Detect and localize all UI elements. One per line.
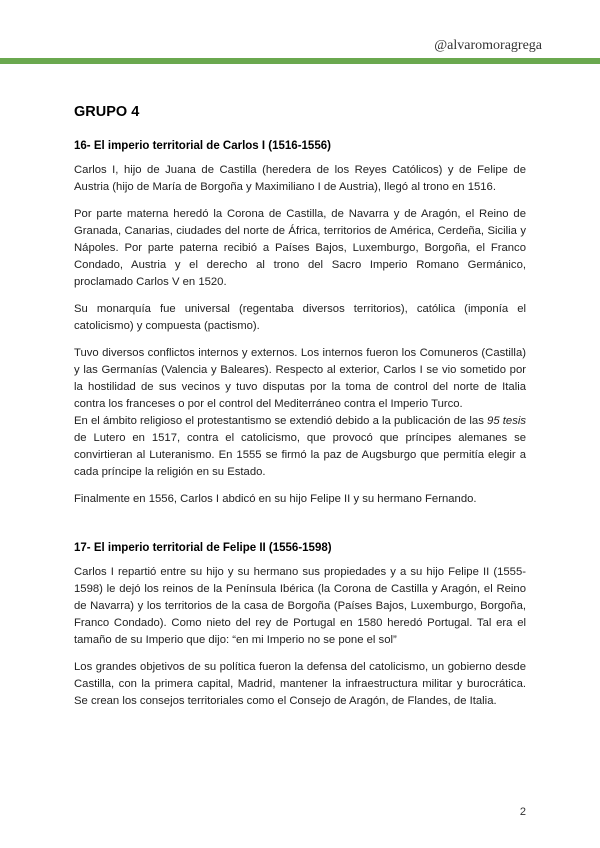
paragraph-text: En el ámbito religioso el protestantismo se extendió debido a la publicación de las xyxy=(74,415,488,427)
page-number: 2 xyxy=(519,806,526,818)
paragraph: Los grandes objetivos de su política fueron la defensa del catolicismo, un gobierno desde Castilla, con la primera capital, Madrid, mantener la infraestructura militar y burocrática. Se crean los consejos territoriales como el Consejo de Aragón, de Flandes, de Italia. xyxy=(74,661,526,707)
paragraph: Su monarquía fue universal (regentaba diversos territorios), católica (imponía el catolicismo) y compuesta (pactismo). xyxy=(74,303,526,332)
paragraph: Finalmente en 1556, Carlos I abdicó en su hijo Felipe II y su hermano Fernando. xyxy=(74,493,477,505)
header-accent-bar xyxy=(0,58,600,64)
section-felipe-ii xyxy=(74,542,526,710)
section-carlos-i xyxy=(74,140,526,508)
italic-title: 95 tesis xyxy=(487,415,526,427)
paragraph: Tuvo diversos conflictos internos y externos. Los internos fueron los Comuneros (Castilla) y las Germanías (Valencia y Baleares). Respecto al exterior, Carlos I se vio sometido por la hostilidad de sus vecinos y tuvo disputas por la toma de control del norte de Italia contra los franceses o por el control del Mediterráneo contra el Imperio Turco. xyxy=(74,347,526,410)
author-handle: @alvaromoragrega xyxy=(434,38,542,53)
section-title: 17- El imperio territorial de Felipe II (1556-1598) xyxy=(74,542,332,554)
group-title: GRUPO 4 xyxy=(74,104,140,120)
document-body xyxy=(74,104,526,720)
paragraph: Por parte materna heredó la Corona de Castilla, de Navarra y de Aragón, el Reino de Granada, Canarias, ciudades del norte de África, territorios de América, Cerdeña, Sicilia y Nápoles. Por parte paterna recibió a Países Bajos, Luxemburgo, Borgoña, el Franco Condado, Austria y el derecho al trono del Sacro Imperio Romano Germánico, proclamado Carlos V en 1520. xyxy=(74,208,526,288)
paragraph: Carlos I, hijo de Juana de Castilla (heredera de los Reyes Católicos) y de Felipe de Austria (hijo de María de Borgoña y Maximiliano I de Austria), llegó al trono en 1516. xyxy=(74,164,526,193)
section-title: 16- El imperio territorial de Carlos I (1516-1556) xyxy=(74,140,331,152)
paragraph: Carlos I repartió entre su hijo y su hermano sus propiedades y a su hijo Felipe II (1555-1598) le dejó los reinos de la Península Ibérica (la Corona de Castilla y Aragón, el Reino de Navarra) y los territorios de la casa de Borgoña (Países Bajos, Luxemburgo, Borgoña, Franco Condado). Como nieto del rey de Portugal en 1580 heredó Portugal. Tal era el tamaño de su Imperio que dijo: “en mi Imperio no se pone el sol” xyxy=(74,566,526,646)
section-spacer xyxy=(74,518,526,542)
paragraph-religion xyxy=(74,413,526,481)
paragraph-text: de Lutero en 1517, contra el catolicismo, que provocó que príncipes alemanes se convirtieran al Luteranismo. En 1555 se firmó la paz de Augsburgo que permitía elegir a cada príncipe la religión en su Estado. xyxy=(74,432,526,478)
